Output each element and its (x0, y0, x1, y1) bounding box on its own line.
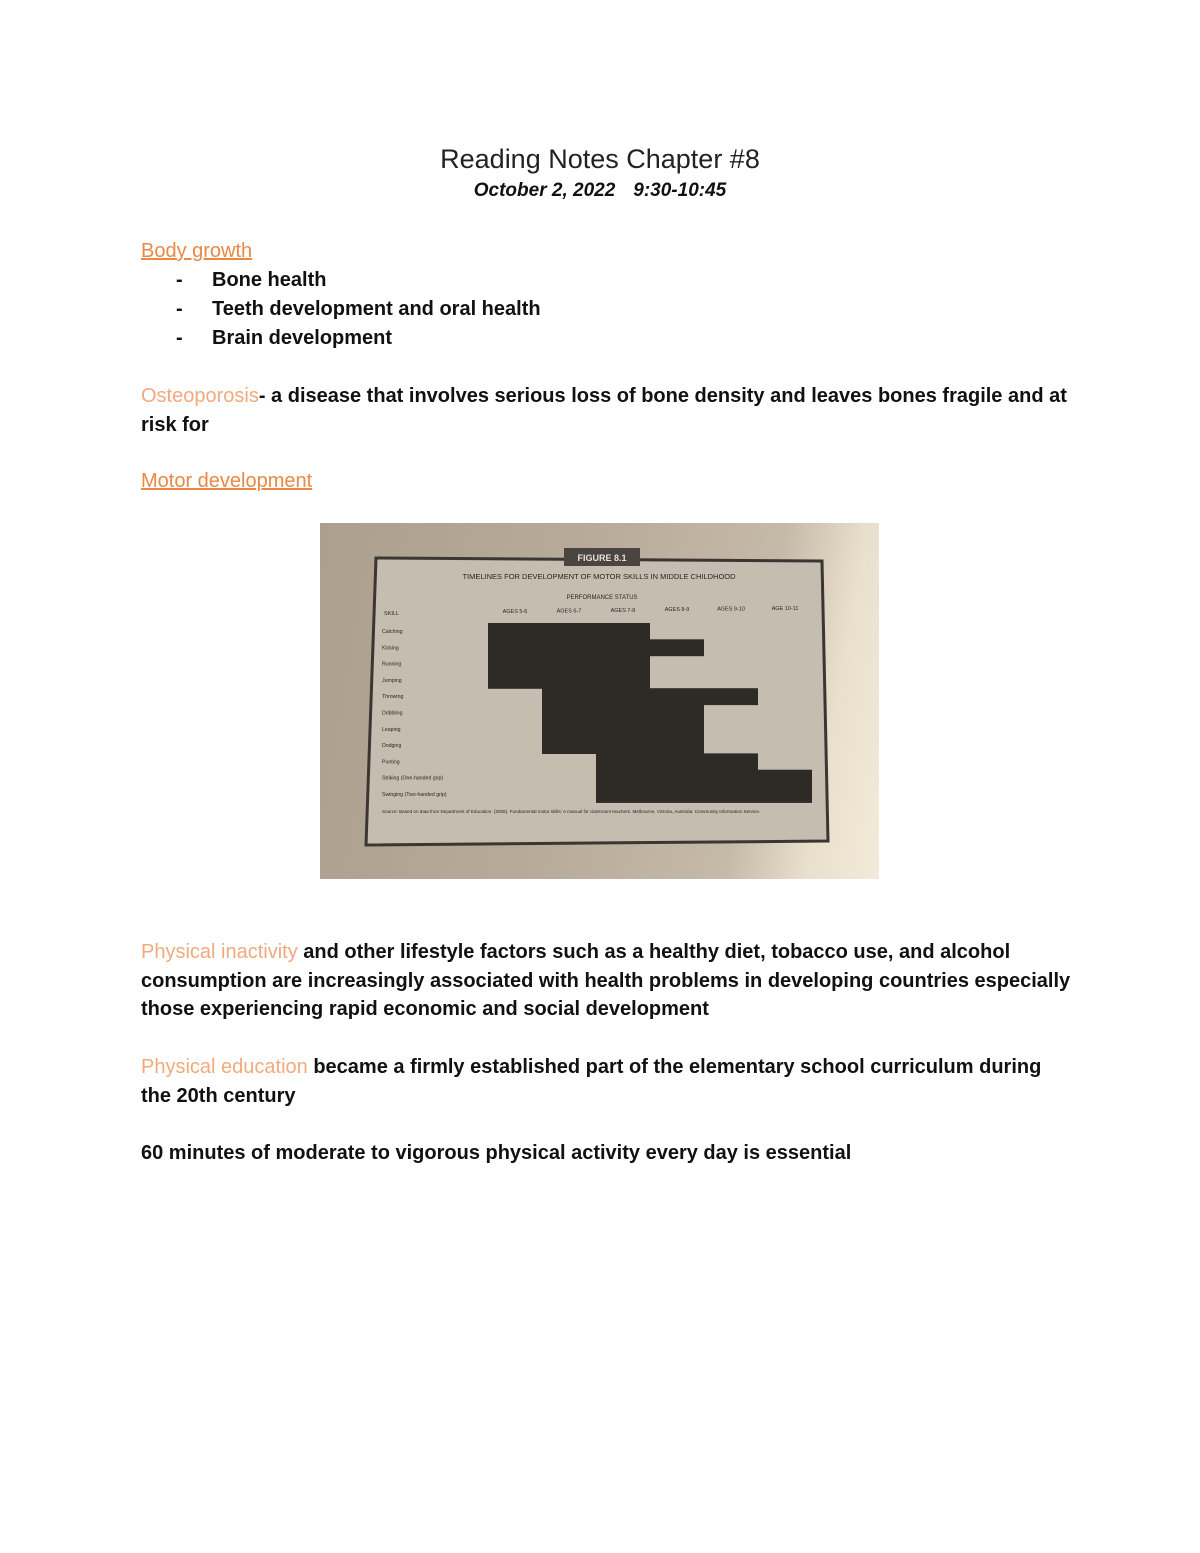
heading-motor-development: Motor development (141, 470, 313, 492)
skill-label: Running (382, 661, 402, 668)
page-title: Reading Notes Chapter #8 (440, 144, 760, 174)
date-label: October 2, 2022 (473, 180, 616, 201)
skill-bar (596, 786, 812, 803)
figure-title: TIMELINES FOR DEVELOPMENT OF MOTOR SKILLS IN MIDDLE CHILDHOOD (462, 572, 736, 581)
skill-bar (488, 623, 650, 640)
figure-label: FIGURE 8.1 (577, 553, 627, 563)
osteoporosis-definition: - a disease that involves serious loss of bone density and leaves bones fragile and at risk for (141, 385, 1067, 436)
skill-bar (542, 705, 704, 722)
list-item: - Bone health (176, 266, 541, 295)
skill-bar (596, 770, 812, 787)
skill-bar (488, 672, 650, 689)
age-group-label: AGES 8-9 (664, 607, 690, 614)
skill-label: Striking (One-handed grip) (382, 775, 444, 782)
skill-bar (488, 639, 704, 656)
skill-label: Jumping (382, 677, 402, 684)
skill-label: Dribbling (382, 710, 403, 717)
age-group-label: AGES 6-7 (556, 608, 582, 615)
bullet-dash: - (176, 269, 183, 291)
body-growth-list (176, 266, 541, 353)
term-osteoporosis: Osteoporosis (141, 385, 259, 407)
physical-inactivity-paragraph (141, 938, 1071, 1024)
skill-bar (542, 721, 704, 738)
term-physical-education: Physical education (141, 1056, 308, 1078)
age-group-label: AGES 7-8 (610, 607, 636, 614)
motor-skills-figure-photo (320, 523, 879, 879)
skill-label: Swinging (Two-handed grip) (382, 792, 447, 798)
term-physical-inactivity: Physical inactivity (141, 941, 298, 963)
list-item: - Teeth development and oral health (176, 295, 541, 324)
skill-label: Leaping (382, 726, 401, 733)
skill-label: Catching (382, 629, 403, 635)
heading-body-growth: Body growth (141, 240, 253, 262)
skill-bar (488, 656, 650, 673)
motor-skills-chart (320, 523, 879, 879)
skill-label: Punting (382, 759, 400, 766)
skill-bar (596, 753, 758, 770)
physical-education-paragraph (141, 1053, 1071, 1110)
skill-label: Throwing (382, 694, 404, 701)
skill-label: Dodging (382, 743, 402, 750)
figure-source: Source: Based on data from Department of Education. (2009). Fundamental motor skills: A manual for classroom teachers. Melbourne, Victoria, Australia: Community Information Service. (382, 809, 761, 814)
activity-note-paragraph: 60 minutes of moderate to vigorous physical activity every day is essential (141, 1142, 852, 1164)
bullet-dash: - (176, 298, 183, 320)
skill-column-header: SKILL (384, 611, 399, 617)
performance-status-header: PERFORMANCE STATUS (566, 595, 638, 601)
age-group-label: AGES 9-10 (717, 606, 745, 613)
page-subtitle (0, 180, 1200, 202)
figure-source-wrapper (382, 809, 822, 833)
bullet-dash: - (176, 327, 183, 349)
skill-bar (542, 688, 758, 705)
skill-label: Kicking (382, 645, 399, 652)
skill-bar (542, 737, 704, 754)
osteoporosis-paragraph (141, 382, 1071, 439)
physical-education-text: became a firmly established part of the elementary school curriculum during the 20th century (141, 1056, 1042, 1107)
age-group-label: AGES 5-6 (502, 609, 528, 615)
list-item: - Brain development (176, 324, 541, 353)
age-group-label: AGE 10-11 (771, 606, 799, 612)
time-label: 9:30-10:45 (633, 180, 727, 201)
physical-inactivity-text: and other lifestyle factors such as a healthy diet, tobacco use, and alcohol consumption are increasingly associated with health problems in developing countries especially those experiencing rapid economic and social development (141, 941, 1071, 1020)
